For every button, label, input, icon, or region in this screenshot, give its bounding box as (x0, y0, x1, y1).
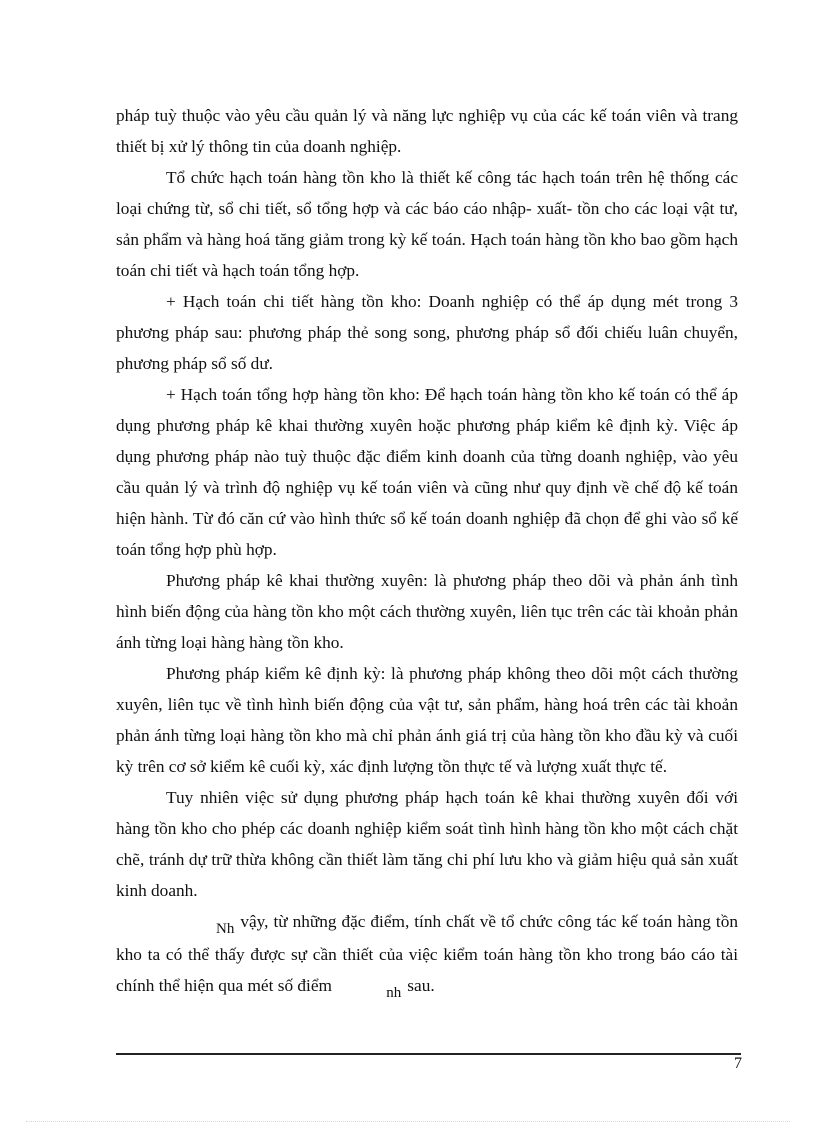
bottom-dotted-border (26, 1121, 790, 1122)
paragraph-8 (116, 906, 738, 1003)
paragraph-6: Phương pháp kiểm kê định kỳ: là phương pháp không theo dõi một cách thường xuyên, liên tục về tình hình biến động của vật tư, sản phẩm, hàng hoá trên các tài khoản phản ánh từng loại hàng tồn kho mà chỉ phản ánh giá trị của hàng tồn kho đầu kỳ và cuối kỳ trên cơ sở kiểm kê cuối kỳ, xác định lượng tồn thực tế và lượng xuất thực tế. (116, 664, 738, 776)
paragraph-5: Phương pháp kê khai thường xuyên: là phương pháp theo dõi và phản ánh tình hình biến động của hàng tồn kho một cách thường xuyên, liên tục trên các tài khoản phản ánh từng loại hàng hàng tồn kho. (116, 571, 738, 652)
paragraph-1: pháp tuỳ thuộc vào yêu cầu quản lý và năng lực nghiệp vụ của các kế toán viên và trang thiết bị xử lý thông tin của doanh nghiệp. (116, 106, 738, 156)
paragraph-8-text-1: vậy, từ những đặc điểm, tính chất về tổ chức công tác kế toán hàng tồn kho ta có thể thấy được sự cần thiết của việc kiểm toán hàng tồn kho trong báo cáo tài chính thể hiện qua mét số điểm (116, 912, 738, 995)
text-fragment-nh-2: nh (386, 985, 402, 1001)
paragraph-8-text-2: sau. (407, 976, 435, 995)
footer-divider (116, 1053, 741, 1055)
text-fragment-nh-1: Nh (216, 921, 235, 937)
paragraph-7: Tuy nhiên việc sử dụng phương pháp hạch toán kê khai thường xuyên đối với hàng tồn kho cho phép các doanh nghiệp kiểm soát tình hình hàng tồn kho một cách chặt chẽ, tránh dự trữ thừa không cần thiết làm tăng chi phí lưu kho và giảm hiệu quả sản xuất kinh doanh. (116, 788, 738, 900)
paragraph-3: + Hạch toán chi tiết hàng tồn kho: Doanh nghiệp có thể áp dụng mét trong 3 phương pháp sau: phương pháp thẻ song song, phương pháp sổ đối chiếu luân chuyển, phương pháp sổ số dư. (116, 292, 738, 373)
paragraph-4: + Hạch toán tổng hợp hàng tồn kho: Để hạch toán hàng tồn kho kế toán có thể áp dụng phương pháp kê khai thường xuyên hoặc phương pháp kiểm kê định kỳ. Việc áp dụng phương pháp nào tuỳ thuộc đặc điểm kinh doanh của từng doanh nghiệp, vào yêu cầu quản lý và trình độ nghiệp vụ kế toán viên và cũng như quy định về chế độ kế toán hiện hành. Từ đó căn cứ vào hình thức sổ kế toán doanh nghiệp đã chọn để ghi vào sổ kế toán tổng hợp phù hợp. (116, 385, 738, 559)
body-text (116, 100, 738, 1003)
page-number: 7 (734, 1055, 742, 1072)
paragraph-2: Tổ chức hạch toán hàng tồn kho là thiết kế công tác hạch toán trên hệ thống các loại chứng từ, sổ chi tiết, sổ tổng hợp và các báo cáo nhập- xuất- tồn cho các loại vật tư, sản phẩm và hàng hoá tăng giảm trong kỳ kế toán. Hạch toán hàng tồn kho bao gồm hạch toán chi tiết và hạch toán tổng hợp. (116, 168, 738, 280)
